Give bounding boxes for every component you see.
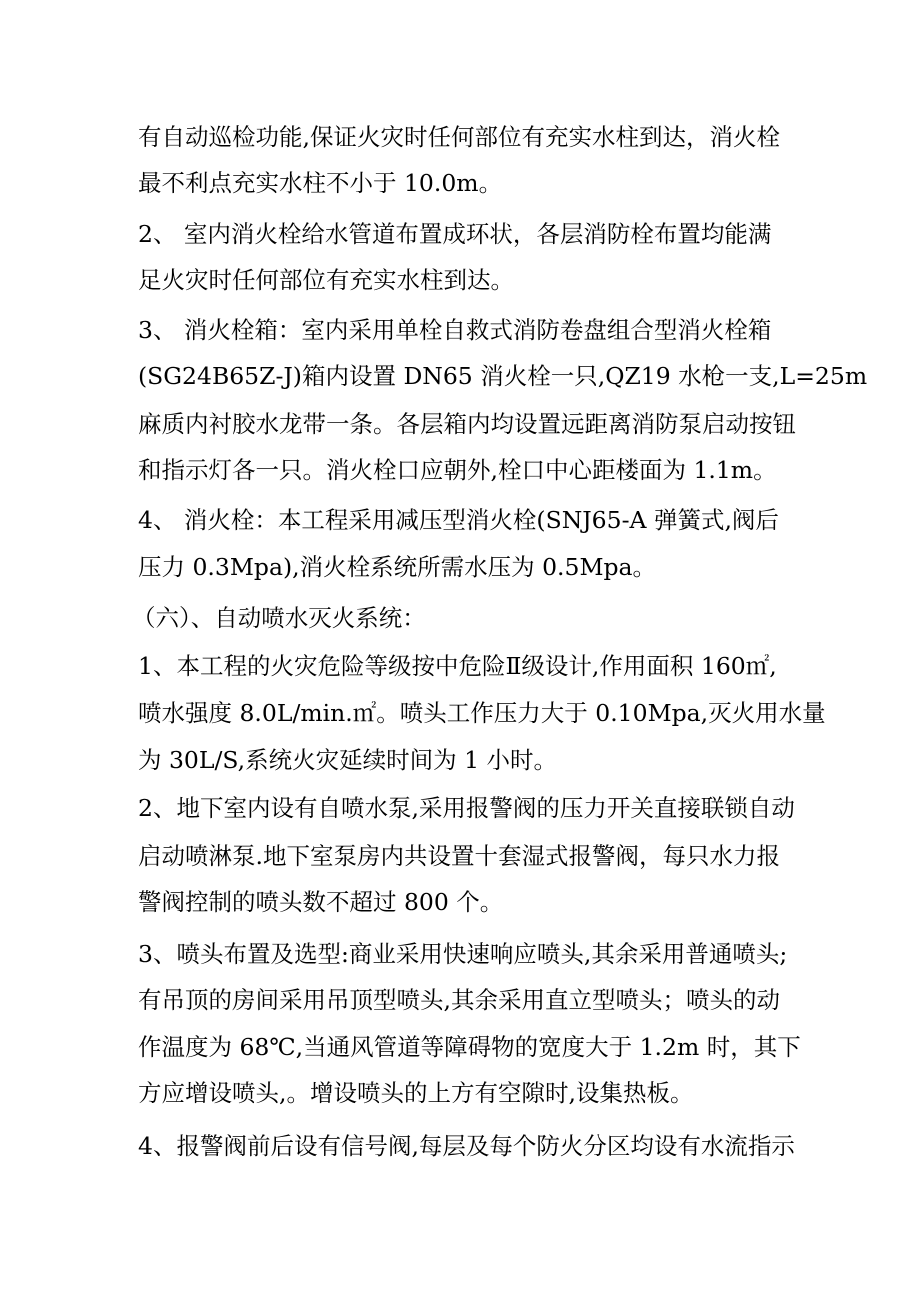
text-line: 启动喷淋泵.地下室泵房内共设置十套湿式报警阀，每只水力报 [138, 842, 780, 870]
text-line: 作温度为 68℃,当通风管道等障碍物的宽度大于 1.2m 时，其下 [138, 1033, 801, 1061]
text-line: 警阀控制的喷头数不超过 800 个。 [138, 888, 504, 916]
text-line: 和指示灯各一只。消火栓口应朝外,栓口中心距楼面为 1.1m。 [138, 456, 777, 484]
text-line: 3、喷头布置及选型:商业采用快速响应喷头,其余采用普通喷头; [138, 940, 788, 968]
text-line: 1、本工程的火灾危险等级按中危险Ⅱ级设计,作用面积 160㎡, [138, 652, 777, 680]
text-line: 方应增设喷头,。增设喷头的上方有空隙时,设集热板。 [138, 1079, 694, 1107]
text-line: 4、报警阀前后设有信号阀,每层及每个防火分区均设有水流指示 [138, 1132, 795, 1160]
text-line: 2、 室内消火栓给水管道布置成环状，各层消防栓布置均能满 [138, 220, 772, 248]
text-line: 压力 0.3Mpa),消火栓系统所需水压为 0.5Mpa。 [138, 553, 657, 581]
text-line: (SG24B65Z-J)箱内设置 DN65 消火栓一只,QZ19 水枪一支,L=25m [138, 362, 868, 390]
text-line: 2、地下室内设有自喷水泵,采用报警阀的压力开关直接联锁自动 [138, 794, 795, 822]
text-line: 有吊顶的房间采用吊顶型喷头,其余采用直立型喷头；喷头的动 [138, 986, 780, 1014]
text-line: 为 30L/S,系统火灾延续时间为 1 小时。 [138, 746, 558, 774]
text-line: 足火灾时任何部位有充实水柱到达。 [138, 266, 514, 294]
text-line: 麻质内衬胶水龙带一条。各层箱内均设置远距离消防泵启动按钮 [138, 410, 796, 438]
text-line: 有自动巡检功能,保证火灾时任何部位有充实水柱到达，消火栓 [138, 123, 780, 151]
text-line: 喷水强度 8.0L/min.㎡。喷头工作压力大于 0.10Mpa,灭火用水量 [138, 699, 826, 727]
text-line: 4、 消火栓：本工程采用减压型消火栓(SNJ65-A 弹簧式,阀后 [138, 506, 779, 534]
text-line: 3、 消火栓箱：室内采用单栓自救式消防卷盘组合型消火栓箱 [138, 316, 772, 344]
text-line: 最不利点充实水柱不小于 10.0m。 [138, 169, 503, 197]
section-heading: （六）、自动喷水灭火系统： [132, 604, 426, 632]
